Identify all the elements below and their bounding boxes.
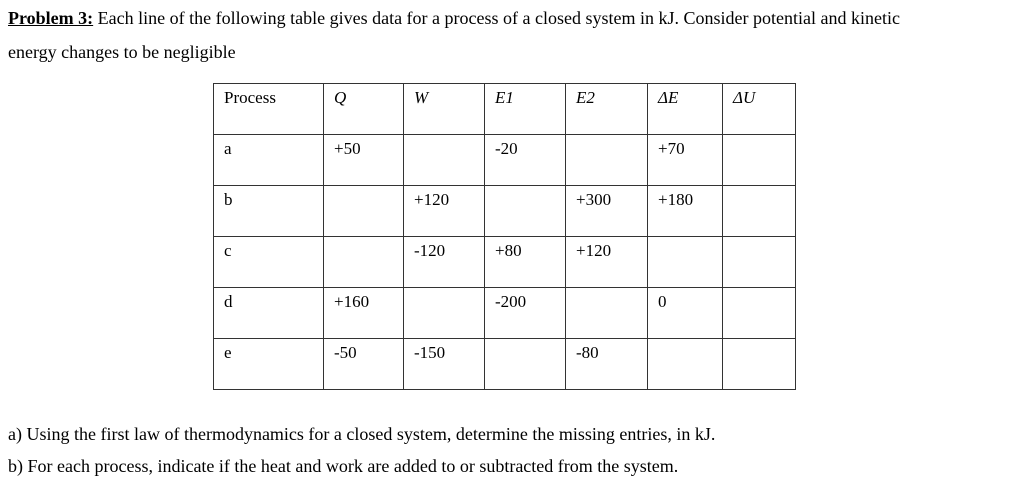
table-cell (404, 135, 485, 186)
table-cell (566, 135, 648, 186)
table-cell: a (214, 135, 324, 186)
table-cell (324, 186, 404, 237)
table-cell (648, 237, 723, 288)
table-cell: -80 (566, 339, 648, 390)
column-header: Q (324, 84, 404, 135)
table-cell: c (214, 237, 324, 288)
table-cell (485, 186, 566, 237)
table-cell: +70 (648, 135, 723, 186)
table-cell: +80 (485, 237, 566, 288)
process-data-table (213, 83, 796, 390)
table-cell: 0 (648, 288, 723, 339)
table-cell (648, 339, 723, 390)
table-cell: +120 (566, 237, 648, 288)
problem-statement (8, 8, 900, 29)
table-cell (723, 135, 796, 186)
table-row (214, 237, 796, 288)
table-header-row (214, 84, 796, 135)
table-cell: +160 (324, 288, 404, 339)
table-cell: -150 (404, 339, 485, 390)
table-cell: +300 (566, 186, 648, 237)
table-cell: -50 (324, 339, 404, 390)
table-row (214, 135, 796, 186)
table-cell (723, 186, 796, 237)
column-header: E2 (566, 84, 648, 135)
table-row (214, 186, 796, 237)
column-header: W (404, 84, 485, 135)
table-cell (723, 237, 796, 288)
table-cell: +120 (404, 186, 485, 237)
column-header: ΔU (723, 84, 796, 135)
table-cell (723, 339, 796, 390)
table-cell (566, 288, 648, 339)
table-row (214, 288, 796, 339)
table-cell: -120 (404, 237, 485, 288)
table-cell: -20 (485, 135, 566, 186)
table-cell: d (214, 288, 324, 339)
problem-label: Problem 3: (8, 8, 94, 28)
table-cell: b (214, 186, 324, 237)
column-header: ΔE (648, 84, 723, 135)
question-b: b) For each process, indicate if the heat and work are added to or subtracted from the system. (8, 456, 679, 476)
column-header: E1 (485, 84, 566, 135)
question-a: a) Using the first law of thermodynamics for a closed system, determine the missing entries, in kJ. (8, 424, 716, 444)
table-cell: +180 (648, 186, 723, 237)
column-header: Process (214, 84, 324, 135)
problem-text: Each line of the following table gives data for a process of a closed system in kJ. Consider potential and kinetic (93, 8, 900, 28)
table-cell (723, 288, 796, 339)
table-cell (324, 237, 404, 288)
table-row (214, 339, 796, 390)
table-cell: +50 (324, 135, 404, 186)
table-cell: e (214, 339, 324, 390)
table-cell: -200 (485, 288, 566, 339)
table-cell (404, 288, 485, 339)
table-cell (485, 339, 566, 390)
problem-text-continued: energy changes to be negligible (8, 42, 236, 62)
